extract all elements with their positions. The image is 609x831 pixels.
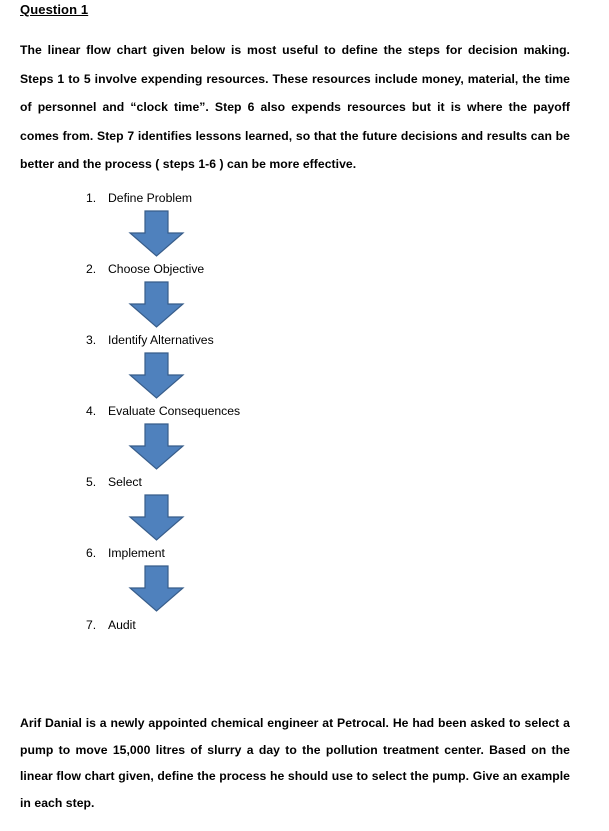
- down-arrow-shape: [130, 566, 183, 611]
- down-arrow-icon: [128, 494, 185, 542]
- step-number: 1.: [86, 191, 97, 205]
- step-label: Implement: [108, 546, 165, 560]
- step-number: 7.: [86, 618, 97, 632]
- step-label: Audit: [108, 618, 136, 632]
- step-label: Identify Alternatives: [108, 333, 214, 347]
- down-arrow-shape: [130, 282, 183, 327]
- step-label: Choose Objective: [108, 262, 205, 276]
- down-arrow-icon: [128, 352, 185, 400]
- down-arrow-icon: [128, 210, 185, 258]
- down-arrow-shape: [130, 495, 183, 540]
- step-number: 6.: [86, 546, 97, 560]
- intro-paragraph: The linear flow chart given below is most useful to define the steps for decision making. Steps 1 to 5 involve expending resources. These resources include money, material, the time of personnel and “clock time”. Step 6 also expends resources but it is where the payoff comes from. Step 7 identifies lessons learned, so that the future decisions and results can be better and the process ( steps 1-6 ) can be more effective.: [20, 43, 570, 172]
- step-number: 3.: [86, 333, 97, 347]
- flow-step: [86, 404, 240, 418]
- step-label: Select: [108, 475, 142, 489]
- question-paragraph: Arif Danial is a newly appointed chemical engineer at Petrocal. He had been asked to select a pump to move 15,000 litres of slurry a day to the pollution treatment center. Based on the linear flow chart given, define the process he should use to select the pump. Give an example in each step.: [20, 716, 570, 810]
- step-label: Define Problem: [108, 191, 192, 205]
- step-number: 5.: [86, 475, 97, 489]
- flow-step: [86, 262, 204, 276]
- down-arrow-icon: [128, 423, 185, 471]
- flow-step: [86, 618, 136, 632]
- flow-step: [86, 475, 142, 489]
- down-arrow-shape: [130, 353, 183, 398]
- flow-step: [86, 191, 192, 205]
- step-label: Evaluate Consequences: [108, 404, 241, 418]
- flow-step: [86, 333, 214, 347]
- step-number: 2.: [86, 262, 97, 276]
- down-arrow-icon: [128, 281, 185, 329]
- step-number: 4.: [86, 404, 97, 418]
- down-arrow-icon: [128, 565, 185, 613]
- down-arrow-shape: [130, 211, 183, 256]
- flow-step: [86, 546, 165, 560]
- question-heading: Question 1: [20, 2, 89, 17]
- down-arrow-shape: [130, 424, 183, 469]
